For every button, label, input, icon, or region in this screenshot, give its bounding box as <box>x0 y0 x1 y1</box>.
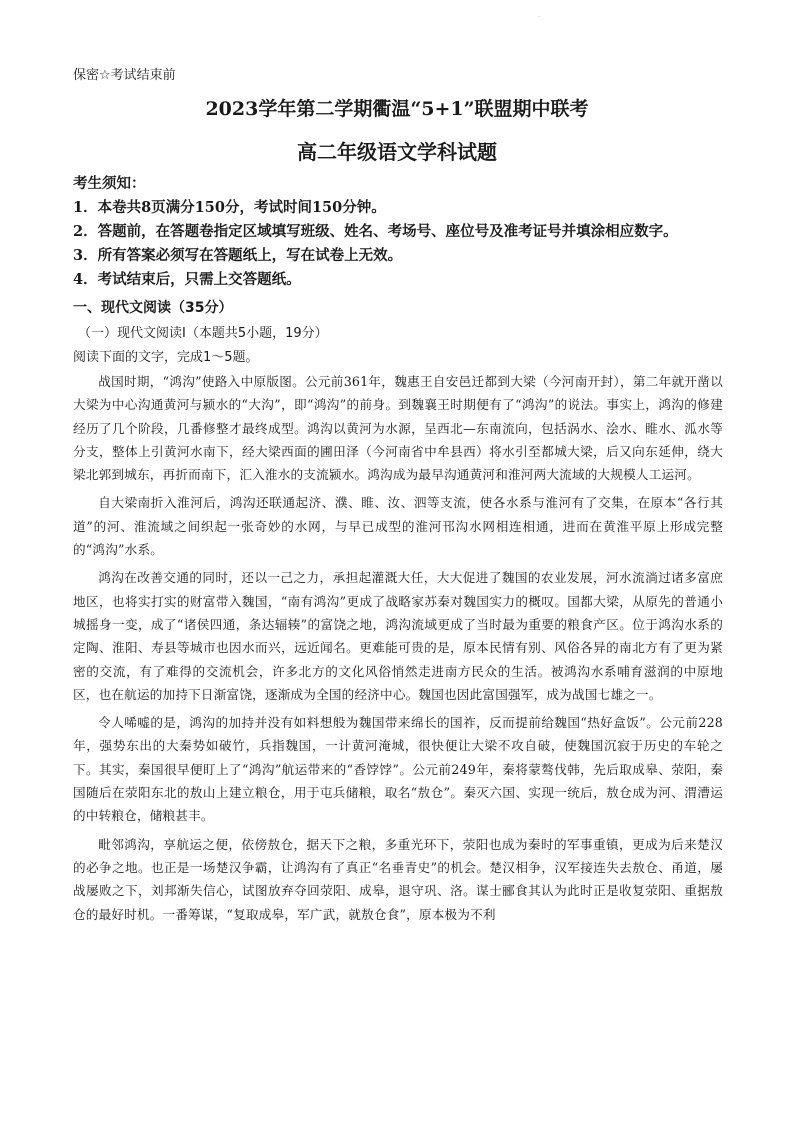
notice-item: 1．本卷共8页满分150分，考试时间150分钟。 <box>73 199 386 216</box>
exam-subtitle: 高二年级语文学科试题 <box>297 140 497 164</box>
passage-paragraph: 战国时期，“鸿沟”使路入中原版图。公元前361年，魏惠王自安邑迁都到大梁（今河南开封），第二年就开凿以大梁为中心沟通黄河与颍水的“大沟”，即“鸿沟”的前身。到魏襄王时期便有了“鸿沟”的说法。事实上，鸿沟的修建经历了几个阶段，几番修整才最终成型。鸿沟以黄河为水源，呈西北—东南流向，包括涡水、浍水、睢水、泒水等分支，整体上引黄河水南下，经大梁西面的圃田泽（今河南省中牟县西）将水引至都城大梁，后又向东延伸，绕大梁北郭到城东，再折而南下，汇入淮水的支流颍水。鸿沟成为最早沟通黄河和淮河两大流域的大规模人工运河。 <box>73 374 723 483</box>
passage-paragraph: 鸿沟在改善交通的同时，还以一己之力，承担起灌溉大任，大大促进了魏国的农业发展，河水流淌过诸多富庶地区，也将实打实的财富带入魏国，“南有鸿沟”更成了战略家苏秦对魏国实力的概叹。国都大梁，从原先的普通小城摇身一变，成了“诸侯四通，条达辐辏”的富饶之地，鸿沟流域更成了当时最为重要的粮食产区。位于鸿沟水系的定陶、淮阳、寿县等城市也因水而兴，远近闻名。更难能可贵的是，原本民情有别、风俗各异的南北方有了更为紧密的交流，有了难得的交流机会，许多北方的文化风俗悄然走进南方民众的生活。被鸿沟水系哺育滋润的中原地区，也在航运的加持下日渐富饶，逐渐成为全国的经济中心。魏国也因此富国强军，成为战国七雄之一。 <box>73 570 723 702</box>
notice-item: 4．考试结束后，只需上交答题纸。 <box>73 271 301 288</box>
passage-paragraph: 毗邻鸿沟，享航运之便，依傍敖仓，据天下之粮，多重光环下，荥阳也成为秦时的军事重镇，更成为后来楚汉的必争之地。也正是一场楚汉争霸，让鸿沟有了真正“名垂青史”的机会。楚汉相争，汉军接连失去敖仓、甬道，屡战屡败之下，刘邦渐失信心，试图放弃夺回荥阳、成皋，退守巩、洛。谋士郦食其认为此时正是收复荥阳、重据敖仓的最好时机。一番筹谋，“复取成皋，军广武，就敖仓食”，原本极为不利 <box>73 836 723 922</box>
section-title: 一、现代文阅读（35分） <box>73 300 233 316</box>
page-dot: · <box>538 14 540 21</box>
candidate-notice <box>73 172 678 292</box>
secret-label: 保密☆考试结束前 <box>73 68 176 83</box>
passage-paragraph: 自大梁南折入淮河后，鸿沟还联通起济、濮、睢、汝、泗等支流，使各水系与淮河有了交集，在原本“各行其道”的河、淮流域之间织起一张奇妙的水网，与早已成型的淮河邗沟水网相连相通，进而在黄淮平原上形成完整的“鸿沟”水系。 <box>73 495 723 558</box>
reading-instruction: 阅读下面的文字，完成1～5题。 <box>73 350 259 365</box>
passage-paragraph: 令人唏嘘的是，鸿沟的加持并没有如料想般为魏国带来绵长的国祚，反而提前给魏国“热好盒饭”。公元前228年，强势东出的大秦势如破竹，兵指魏国，一计黄河淹城，很快便让大梁不攻自破，使魏国沉寂于历史的车轮之下。其实，秦国很早便盯上了“鸿沟”航运带来的“香饽饽”。公元前249年，秦将蒙骜伐韩，先后取成皋、荥阳，秦国随后在荥阳东北的敖山上建立粮仓，用于屯兵储粮，取名“敖仓”。秦灭六国、实现一统后，敖仓成为河、渭漕运的中转粮仓，储粮甚丰。 <box>73 715 723 824</box>
reading-passage <box>73 370 723 931</box>
exam-title: 2023学年第二学期衢温“5+1”联盟期中联考 <box>205 98 589 120</box>
notice-heading: 考生须知： <box>73 175 146 192</box>
notice-item: 2．答题前，在答题卷指定区域填写班级、姓名、考场号、座位号及准考证号并填涂相应数字。 <box>73 223 678 240</box>
subsection-title: （一）现代文阅读Ⅰ（本题共5小题，19分） <box>78 326 328 341</box>
notice-item: 3．所有答案必须写在答题纸上，写在试卷上无效。 <box>73 247 403 264</box>
